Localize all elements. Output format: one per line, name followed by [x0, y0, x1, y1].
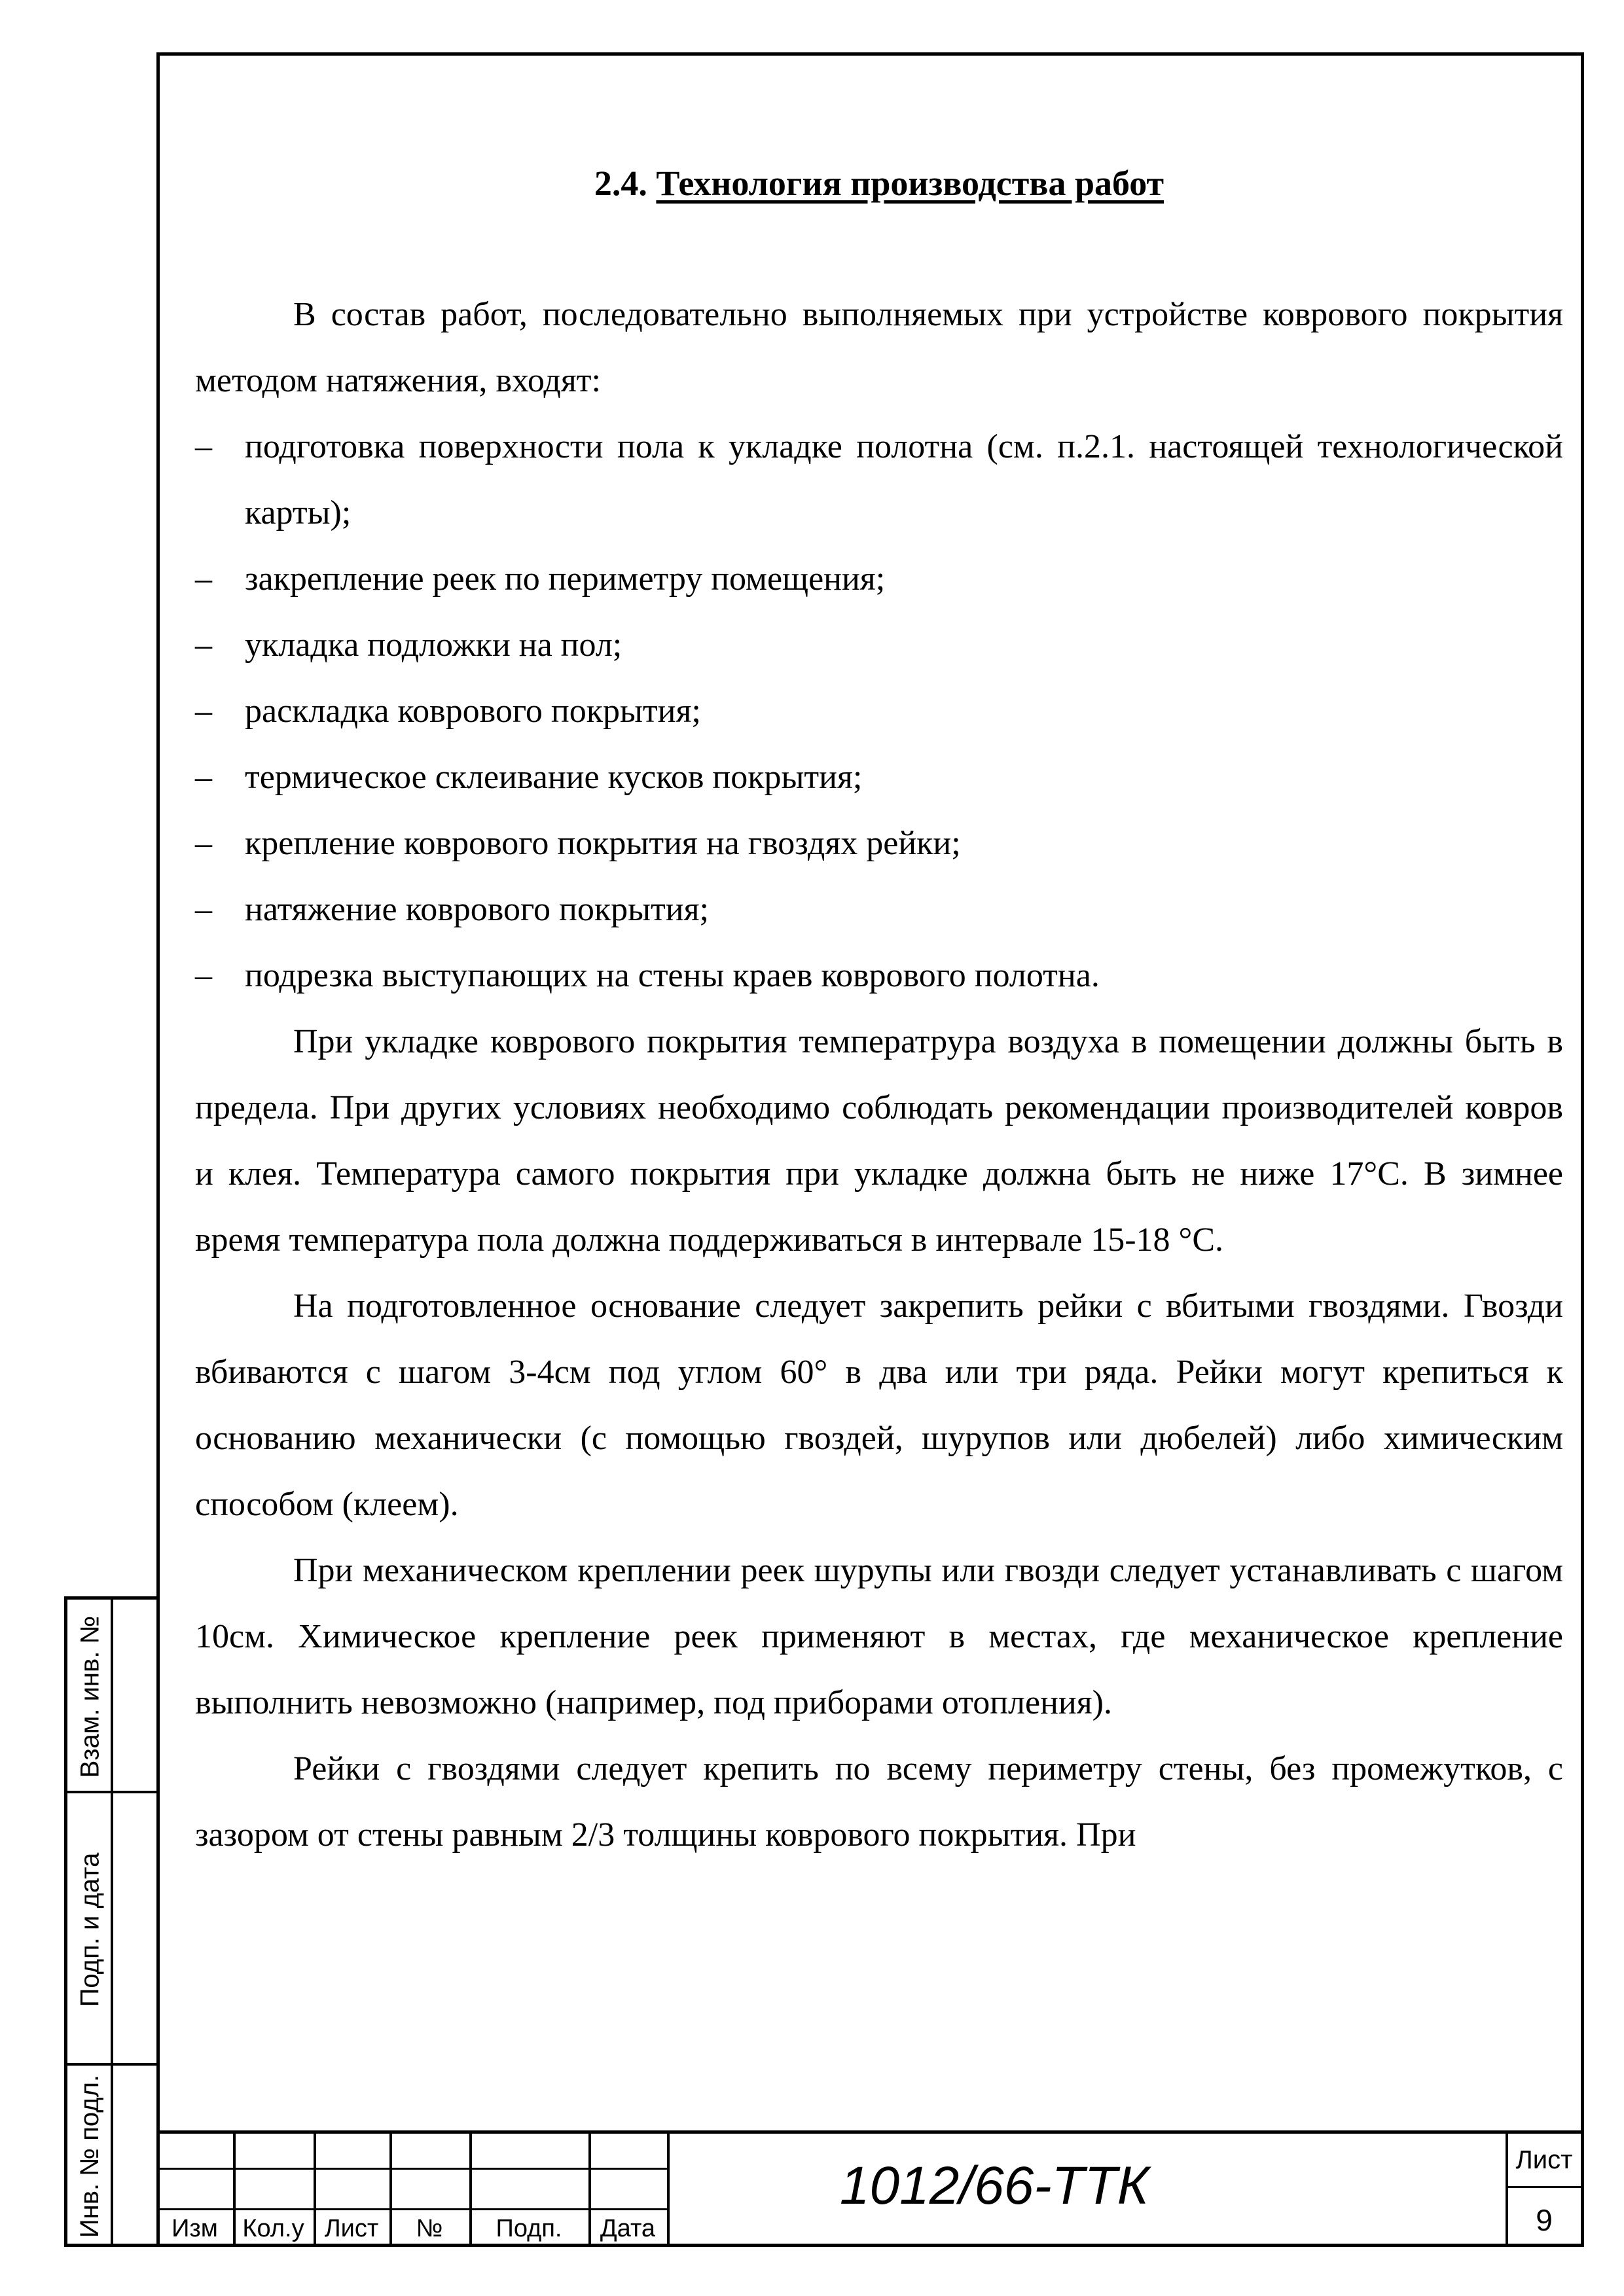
- list-dash: –: [195, 891, 212, 928]
- list-dash: –: [195, 759, 212, 796]
- col-label-no: №: [416, 2215, 443, 2242]
- side-stamp: [64, 1596, 156, 2247]
- section-heading: [195, 144, 1563, 223]
- document-body: [195, 144, 1563, 1868]
- title-block: [156, 2130, 1584, 2247]
- side-label-signature-date: Подп. и дата: [75, 1852, 105, 2007]
- paragraph-perimeter: Рейки с гвоздями следует крепить по всему периметру стены, без промежутков, с зазором от стены равным 2/3 толщины коврового покрытия. При: [195, 1750, 1563, 1854]
- list-dash: –: [195, 957, 212, 994]
- list-dash: –: [195, 825, 212, 862]
- sheet-number: 9: [1536, 2203, 1553, 2237]
- side-label-original-inv: Инв. № подл.: [75, 2074, 105, 2238]
- col-label-izm: Изм: [171, 2215, 218, 2242]
- list-item: – подрезка выступающих на стены краев коврового полотна.: [195, 942, 1563, 1009]
- list-item: – крепление коврового покрытия на гвоздях рейки;: [195, 810, 1563, 876]
- list-item: – термическое склеивание кусков покрытия;: [195, 744, 1563, 810]
- list-dash: –: [195, 626, 212, 664]
- work-list: [195, 414, 1563, 1009]
- paragraph-rails: На подготовленное основание следует закрепить рейки с вбитыми гвоздями. Гвозди вбиваются с шагом 3-4см под углом 60° в два или три ряда. Рейки могут крепиться к основанию механически (с помощью гвоздей, шурупов или дюбелей) либо химическим способом (клеем).: [195, 1287, 1563, 1523]
- list-item: – подготовка поверхности пола к укладке полотна (см. п.2.1. настоящей технологической карты);: [195, 414, 1563, 546]
- side-label-replacement-inv: Взам. инв. №: [75, 1615, 105, 1778]
- list-item: – закрепление реек по периметру помещения;: [195, 546, 1563, 612]
- col-label-data: Дата: [600, 2215, 656, 2242]
- list-item: – укладка подложки на пол;: [195, 612, 1563, 678]
- col-label-podp: Подп.: [496, 2215, 562, 2242]
- col-label-kol: Кол.у: [242, 2215, 304, 2242]
- list-dash: –: [195, 428, 212, 465]
- list-item: – раскладка коврового покрытия;: [195, 678, 1563, 744]
- list-dash: –: [195, 692, 212, 730]
- sheet-label: Лист: [1515, 2145, 1573, 2174]
- document-code: 1012/66-ТТК: [839, 2156, 1149, 2215]
- section-title: Технология производства работ: [656, 164, 1164, 203]
- list-dash: –: [195, 560, 212, 598]
- paragraph-mechanical: При механическом креплении реек шурупы или гвозди следует устанавливать с шагом 10см. Химическое крепление реек применяют в местах, где механическое крепление выполнить невозможно (например, под приборами отопления).: [195, 1552, 1563, 1721]
- col-label-list: Лист: [324, 2215, 379, 2242]
- section-number: 2.4.: [594, 164, 647, 203]
- paragraph-temperature: При укладке коврового покрытия температрура воздуха в помещении должны быть в предела. При других условиях необходимо соблюдать рекомендации производителей ковров и клея. Температура самого покрытия при укладке должна быть не ниже 17°С. В зимнее время температура пола должна поддерживаться в интервале 15-18 °С.: [195, 1023, 1563, 1259]
- intro-paragraph: В состав работ, последовательно выполняемых при устройстве коврового покрытия методом натяжения, входят:: [195, 296, 1563, 399]
- list-item: – натяжение коврового покрытия;: [195, 876, 1563, 942]
